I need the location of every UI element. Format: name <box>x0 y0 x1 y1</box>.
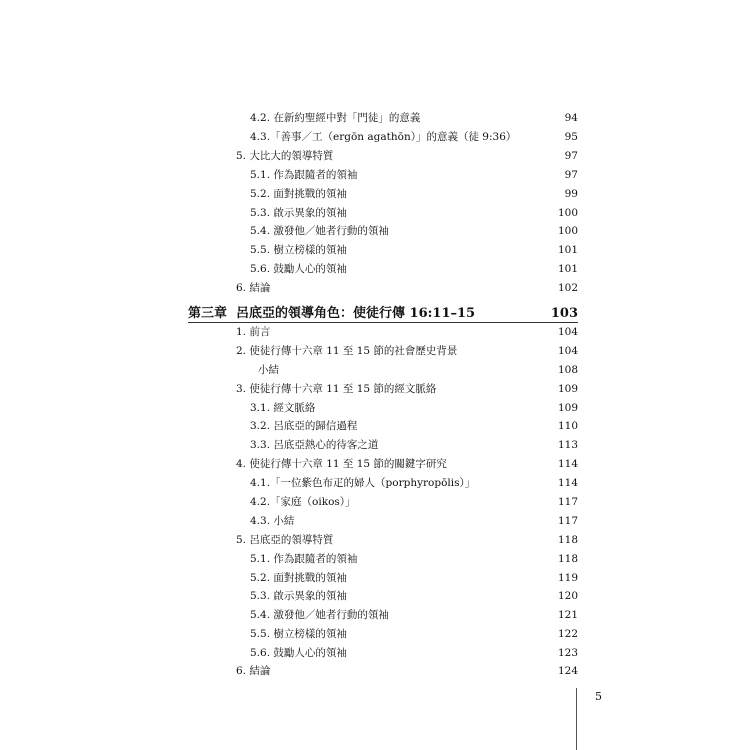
toc-entry-page: 104 <box>557 326 578 338</box>
toc-row <box>0 222 750 240</box>
toc-entry-label: 5.4. 激發他／她者行動的領袖 <box>250 609 389 621</box>
toc-row <box>0 493 750 511</box>
toc-entry-page: 117 <box>557 515 578 527</box>
chapter-heading <box>0 305 750 323</box>
toc-row <box>0 455 750 473</box>
toc-row <box>0 662 750 680</box>
toc-entry-label: 6. 結論 <box>236 282 271 294</box>
toc-entry-label: 5.6. 鼓勵人心的領袖 <box>250 263 347 275</box>
toc-entry-page: 114 <box>557 477 578 489</box>
toc-entry-page: 97 <box>564 150 578 162</box>
toc-entry-page: 110 <box>557 420 578 432</box>
toc-row <box>0 166 750 184</box>
toc-row <box>0 380 750 398</box>
toc-row <box>0 474 750 492</box>
toc-entry-page: 122 <box>557 628 578 640</box>
toc-row <box>0 279 750 297</box>
toc-entry-label: 2. 使徒行傳十六章 11 至 15 節的社會歷史背景 <box>236 345 458 357</box>
toc-entry-label: 4.2.「家庭（oikos）」 <box>250 496 356 508</box>
toc-entry-label: 3.2. 呂底亞的歸信過程 <box>250 420 358 432</box>
toc-row <box>0 512 750 530</box>
toc-entry-page: 117 <box>557 496 578 508</box>
toc-entry-page: 95 <box>564 131 578 143</box>
toc-entry-page: 121 <box>557 609 578 621</box>
toc-row <box>0 342 750 360</box>
toc-entry-label: 5.1. 作為跟隨者的領袖 <box>250 553 358 565</box>
toc-entry-page: 124 <box>557 665 578 677</box>
toc-entry-label: 3.1. 經文脈絡 <box>250 402 316 414</box>
toc-entry-label: 5.2. 面對挑戰的領袖 <box>250 572 347 584</box>
toc-entry-page: 113 <box>557 439 578 451</box>
toc-entry-page: 99 <box>564 188 578 200</box>
toc-entry-page: 120 <box>557 590 578 602</box>
toc-entry-page: 97 <box>564 169 578 181</box>
toc-row <box>0 569 750 587</box>
toc-entry-label: 4.3. 小結 <box>250 515 295 527</box>
toc-row <box>0 399 750 417</box>
toc-entry-page: 109 <box>557 383 578 395</box>
toc-entry-label: 5.1. 作為跟隨者的領袖 <box>250 169 358 181</box>
toc-entry-page: 123 <box>557 647 578 659</box>
page-number: 5 <box>595 690 602 703</box>
toc-entry-label: 小結 <box>258 364 279 376</box>
toc-entry-label: 5.5. 樹立榜樣的領袖 <box>250 628 347 640</box>
chapter-page: 103 <box>550 306 578 321</box>
toc-row <box>0 531 750 549</box>
toc-entry-label: 5.3. 啟示異象的領袖 <box>250 590 347 602</box>
toc-row <box>0 241 750 259</box>
toc-row <box>0 185 750 203</box>
toc-entry-page: 100 <box>557 207 578 219</box>
toc-entry-label: 5. 大比大的領導特質 <box>236 150 334 162</box>
toc-entry-label: 4. 使徒行傳十六章 11 至 15 節的關鍵字研究 <box>236 458 447 470</box>
toc-row <box>0 417 750 435</box>
toc-row <box>0 606 750 624</box>
toc-row <box>0 625 750 643</box>
toc-entry-label: 5.2. 面對挑戰的領袖 <box>250 188 347 200</box>
toc-entry-label: 4.1.「一位紫色布疋的婦人（porphyropōlis）」 <box>250 477 476 489</box>
toc-entry-page: 94 <box>564 112 578 124</box>
toc-row <box>0 147 750 165</box>
toc-entry-page: 101 <box>557 244 578 256</box>
toc-entry-label: 5.4. 激發他／她者行動的領袖 <box>250 225 389 237</box>
toc-entry-label: 5.3. 啟示異象的領袖 <box>250 207 347 219</box>
folio-rule <box>576 688 577 750</box>
toc-entry-page: 118 <box>557 534 578 546</box>
toc-row <box>0 109 750 127</box>
toc-entry-page: 119 <box>557 572 578 584</box>
toc-entry-page: 114 <box>557 458 578 470</box>
toc-entry-page: 101 <box>557 263 578 275</box>
toc-entry-page: 104 <box>557 345 578 357</box>
toc-entry-page: 118 <box>557 553 578 565</box>
toc-entry-label: 5. 呂底亞的領導特質 <box>236 534 334 546</box>
toc-entry-label: 6. 結論 <box>236 665 271 677</box>
toc-row <box>0 644 750 662</box>
toc-entry-label: 1. 前言 <box>236 326 271 338</box>
toc-row <box>0 323 750 341</box>
toc-row <box>0 361 750 379</box>
toc-row <box>0 436 750 454</box>
toc-row <box>0 204 750 222</box>
toc-row <box>0 128 750 146</box>
toc-row <box>0 550 750 568</box>
toc-entry-label: 5.6. 鼓勵人心的領袖 <box>250 647 347 659</box>
chapter-title: 呂底亞的領導角色：使徒行傳 16:11–15 <box>236 306 476 321</box>
chapter-number: 第三章 <box>188 306 228 321</box>
toc-row <box>0 587 750 605</box>
toc-entry-label: 3. 使徒行傳十六章 11 至 15 節的經文脈絡 <box>236 383 437 395</box>
toc-entry-label: 4.3.「善事／工（ergōn agathōn）」的意義（徒 9:36） <box>250 131 517 143</box>
toc-entry-page: 102 <box>557 282 578 294</box>
toc-entry-page: 108 <box>557 364 578 376</box>
toc-entry-page: 109 <box>557 402 578 414</box>
toc-entry-page: 100 <box>557 225 578 237</box>
toc-row <box>0 260 750 278</box>
toc-entry-label: 4.2. 在新約聖經中對「門徒」的意義 <box>250 112 421 124</box>
toc-entry-label: 3.3. 呂底亞熱心的待客之道 <box>250 439 379 451</box>
toc-entry-label: 5.5. 樹立榜樣的領袖 <box>250 244 347 256</box>
